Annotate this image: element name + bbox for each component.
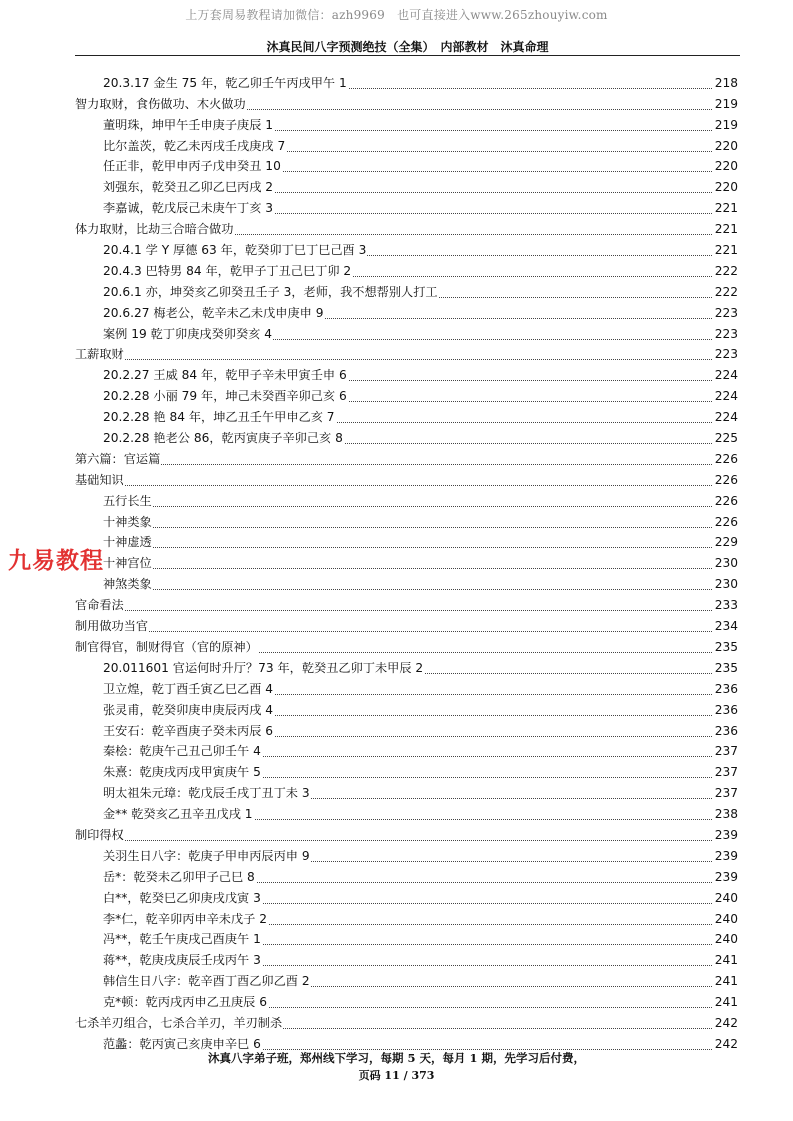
toc-subsection-entry[interactable] [0, 719, 793, 740]
footer-promo: 沐真八字弟子班，郑州线下学习，每期 5 天，每月 1 期，先学习后付费， [207, 1051, 585, 1065]
toc-entry-page-number: 226 [714, 451, 738, 466]
toc-dot-leader [75, 631, 738, 632]
top-watermark: 上万套周易教程请加微信：azh9969 也可直接进入www.265zhouyiw.com [185, 8, 608, 22]
toc-entry-title: 20.2.28 艳老公 86，乾丙寅庚子辛卯己亥 8 [103, 431, 343, 446]
toc-entry-title: 官命看法 [75, 598, 124, 613]
footer-page-number [0, 1067, 793, 1083]
toc-entry-page-number: 220 [714, 138, 738, 153]
toc-entry-title: 秦桧：乾庚午己丑己卯壬午 4 [103, 744, 261, 759]
toc-entry-title: 十神虚透 [103, 535, 152, 550]
toc-subsection-entry[interactable] [0, 113, 793, 134]
toc-entry-title: 七杀羊刃组合，七杀合羊刃，羊刃制杀 [75, 1015, 283, 1030]
toc-entry-title: 克*顿：乾丙戌丙申乙丑庚辰 6 [103, 995, 267, 1010]
toc-entry-title: 制官得官，制财得官（官的原神） [75, 639, 258, 654]
toc-entry-page-number: 236 [714, 702, 738, 717]
toc-subsection-entry[interactable] [0, 510, 793, 531]
toc-entry-page-number: 222 [714, 263, 738, 278]
toc-entry-title: 朱熹：乾庚戌丙戌甲寅庚午 5 [103, 765, 261, 780]
toc-subsection-entry[interactable] [0, 907, 793, 928]
toc-subsection-entry[interactable] [0, 948, 793, 969]
toc-entry-page-number: 242 [714, 1015, 738, 1030]
toc-entry-title: 十神宫位 [103, 556, 152, 571]
toc-subsection-entry[interactable] [0, 677, 793, 698]
toc-entry-title: 卫立煌，乾丁酉壬寅乙巳乙酉 4 [103, 681, 274, 696]
toc-entry-title: 基础知识 [75, 472, 124, 487]
watermark-stamp: 九易教程 [8, 548, 104, 574]
toc-entry-page-number: 230 [714, 577, 738, 592]
table-of-contents [0, 71, 793, 1053]
toc-dot-leader [75, 359, 738, 360]
toc-entry-title: 案例 19 乾丁卯庚戌癸卯癸亥 4 [103, 326, 272, 341]
toc-dot-leader [75, 840, 738, 841]
toc-entry-title: 20.2.28 艳 84 年，坤乙丑壬午甲申乙亥 7 [103, 410, 335, 425]
toc-entry-title: 范蠡：乾丙寅己亥庚申辛巳 6 [103, 1036, 261, 1051]
toc-entry-title: 20.4.3 巴特男 84 年，乾甲子丁丑己巳丁卯 2 [103, 263, 352, 278]
toc-subsection-entry[interactable] [0, 990, 793, 1011]
toc-entry-page-number: 224 [714, 410, 738, 425]
toc-entry-page-number: 223 [714, 326, 738, 341]
toc-dot-leader [103, 506, 738, 507]
toc-entry-page-number: 238 [714, 807, 738, 822]
toc-entry-title: 神煞类象 [103, 577, 152, 592]
toc-subsection-entry[interactable] [0, 259, 793, 280]
toc-entry-title: 制用做功当官 [75, 619, 149, 634]
toc-section-entry[interactable] [0, 823, 793, 844]
toc-subsection-entry[interactable] [0, 175, 793, 196]
toc-entry-title: 十神类象 [103, 514, 152, 529]
toc-entry-title: 蒋**，乾庚戌庚辰壬戌丙午 3 [103, 953, 261, 968]
toc-entry-page-number: 241 [714, 953, 738, 968]
toc-entry-page-number: 237 [714, 765, 738, 780]
toc-entry-title: 第六篇：官运篇 [75, 451, 161, 466]
toc-entry-page-number: 236 [714, 723, 738, 738]
toc-subsection-entry[interactable] [0, 802, 793, 823]
toc-entry-title: 张灵甫，乾癸卯庚申庚辰丙戌 4 [103, 702, 274, 717]
toc-entry-page-number: 240 [714, 890, 738, 905]
toc-section-entry[interactable] [0, 217, 793, 238]
toc-subsection-entry[interactable] [0, 196, 793, 217]
toc-subsection-entry[interactable] [0, 969, 793, 990]
toc-entry-title: 20.4.1 学 Y 厚德 63 年，乾癸卯丁巳丁巳己酉 3 [103, 243, 367, 258]
toc-entry-page-number: 226 [714, 493, 738, 508]
toc-section-entry[interactable] [0, 468, 793, 489]
toc-subsection-entry[interactable] [0, 71, 793, 92]
toc-entry-title: 李嘉诚，乾戊辰己未庚午丁亥 3 [103, 201, 274, 216]
toc-dot-leader [103, 568, 738, 569]
toc-entry-page-number: 223 [714, 305, 738, 320]
toc-entry-page-number: 240 [714, 932, 738, 947]
toc-section-entry[interactable] [0, 92, 793, 113]
toc-subsection-entry[interactable] [0, 531, 793, 552]
page-label: 页码 [358, 1069, 381, 1082]
toc-entry-page-number: 226 [714, 514, 738, 529]
header-divider [75, 55, 740, 56]
toc-subsection-entry[interactable] [0, 426, 793, 447]
toc-dot-leader [75, 485, 738, 486]
toc-section-entry[interactable] [0, 1011, 793, 1032]
toc-entry-page-number: 235 [714, 660, 738, 675]
toc-entry-page-number: 239 [714, 848, 738, 863]
toc-section-entry[interactable] [0, 343, 793, 364]
toc-entry-title: 韩信生日八字：乾辛酉丁酉乙卯乙酉 2 [103, 974, 310, 989]
toc-section-entry[interactable] [0, 614, 793, 635]
toc-entry-title: 明太祖朱元璋：乾戊辰壬戌丁丑丁未 3 [103, 786, 310, 801]
toc-entry-page-number: 226 [714, 472, 738, 487]
toc-entry-title: 工薪取财 [75, 347, 124, 362]
toc-entry-title: 五行长生 [103, 493, 152, 508]
toc-entry-title: 白**，乾癸巳乙卯庚戌戊寅 3 [103, 890, 261, 905]
toc-section-entry[interactable] [0, 635, 793, 656]
toc-subsection-entry[interactable] [0, 698, 793, 719]
toc-entry-title: 20.011601 官运何时升厅？73 年，乾癸丑乙卯丁未甲辰 2 [103, 660, 424, 675]
toc-entry-page-number: 218 [714, 75, 738, 90]
toc-entry-page-number: 221 [714, 201, 738, 216]
toc-subsection-entry[interactable] [0, 572, 793, 593]
toc-subsection-entry[interactable] [0, 155, 793, 176]
toc-entry-page-number: 241 [714, 995, 738, 1010]
toc-entry-page-number: 239 [714, 869, 738, 884]
toc-entry-title: 李*仁，乾辛卯丙申辛未戊子 2 [103, 911, 267, 926]
toc-entry-page-number: 230 [714, 556, 738, 571]
toc-entry-title: 董明珠，坤甲午壬申庚子庚辰 1 [103, 117, 274, 132]
toc-entry-page-number: 235 [714, 639, 738, 654]
toc-entry-title: 比尔盖茨，乾乙未丙戌壬戌庚戌 7 [103, 138, 286, 153]
page-header: 沐真民间八字预测绝技（全集） 内部教材 沐真命理 [266, 40, 549, 54]
toc-entry-title: 20.2.28 小丽 79 年，坤己未癸酉辛卯己亥 6 [103, 389, 347, 404]
toc-entry-page-number: 237 [714, 786, 738, 801]
toc-entry-title: 20.6.1 亦，坤癸亥乙卯癸丑壬子 3，老师，我不想帮别人打工 [103, 284, 438, 299]
toc-entry-page-number: 219 [714, 96, 738, 111]
toc-subsection-entry[interactable] [0, 134, 793, 155]
toc-subsection-entry[interactable] [0, 886, 793, 907]
toc-subsection-entry[interactable] [0, 928, 793, 949]
toc-entry-page-number: 240 [714, 911, 738, 926]
toc-dot-leader [75, 464, 738, 465]
page-total: 373 [411, 1069, 435, 1082]
toc-subsection-entry[interactable] [0, 238, 793, 259]
toc-subsection-entry[interactable] [0, 1032, 793, 1053]
toc-dot-leader [103, 547, 738, 548]
toc-entry-title: 体力取财，比劫三合暗合做功 [75, 222, 234, 237]
toc-subsection-entry[interactable] [0, 489, 793, 510]
toc-subsection-entry[interactable] [0, 405, 793, 426]
toc-entry-page-number: 224 [714, 368, 738, 383]
toc-subsection-entry[interactable] [0, 865, 793, 886]
toc-entry-page-number: 242 [714, 1036, 738, 1051]
toc-subsection-entry[interactable] [0, 280, 793, 301]
toc-subsection-entry[interactable] [0, 844, 793, 865]
toc-subsection-entry[interactable] [0, 301, 793, 322]
toc-entry-title: 关羽生日八字：乾庚子甲申丙辰丙申 9 [103, 848, 310, 863]
toc-entry-title: 制印得权 [75, 827, 124, 842]
toc-entry-page-number: 220 [714, 159, 738, 174]
toc-dot-leader [103, 527, 738, 528]
toc-dot-leader [103, 589, 738, 590]
toc-entry-title: 王安石：乾辛酉庚子癸未丙辰 6 [103, 723, 274, 738]
toc-entry-page-number: 222 [714, 284, 738, 299]
toc-entry-page-number: 234 [714, 619, 738, 634]
toc-entry-title: 智力取财，食伤做功、木火做功 [75, 96, 246, 111]
toc-subsection-entry[interactable] [0, 740, 793, 761]
toc-entry-title: 20.2.27 王威 84 年，乾甲子辛未甲寅壬申 6 [103, 368, 347, 383]
page-separator: / [403, 1069, 412, 1082]
toc-subsection-entry[interactable] [0, 760, 793, 781]
toc-section-entry[interactable] [0, 447, 793, 468]
toc-entry-page-number: 237 [714, 744, 738, 759]
toc-section-entry[interactable] [0, 593, 793, 614]
page-current: 11 [384, 1069, 400, 1082]
toc-entry-page-number: 233 [714, 598, 738, 613]
toc-subsection-entry[interactable] [0, 781, 793, 802]
toc-entry-title: 任正非，乾甲申丙子戊申癸丑 10 [103, 159, 281, 174]
toc-entry-title: 20.6.27 梅老公，乾辛未乙未戊申庚申 9 [103, 305, 324, 320]
toc-entry-page-number: 229 [714, 535, 738, 550]
toc-entry-page-number: 241 [714, 974, 738, 989]
toc-entry-page-number: 236 [714, 681, 738, 696]
toc-entry-page-number: 225 [714, 431, 738, 446]
toc-entry-page-number: 219 [714, 117, 738, 132]
toc-subsection-entry[interactable] [0, 656, 793, 677]
toc-entry-title: 冯**，乾壬午庚戌己酉庚午 1 [103, 932, 261, 947]
toc-subsection-entry[interactable] [0, 322, 793, 343]
toc-dot-leader [75, 610, 738, 611]
toc-entry-title: 岳*：乾癸未乙卯甲子己巳 8 [103, 869, 255, 884]
toc-entry-page-number: 223 [714, 347, 738, 362]
toc-subsection-entry[interactable] [0, 384, 793, 405]
toc-subsection-entry[interactable] [0, 363, 793, 384]
toc-entry-page-number: 239 [714, 827, 738, 842]
toc-entry-page-number: 224 [714, 389, 738, 404]
toc-entry-title: 金** 乾癸亥乙丑辛丑戊戌 1 [103, 807, 253, 822]
toc-entry-page-number: 221 [714, 243, 738, 258]
toc-entry-page-number: 221 [714, 222, 738, 237]
toc-entry-title: 20.3.17 金生 75 年，乾乙卯壬午丙戌甲午 1 [103, 75, 347, 90]
toc-subsection-entry[interactable] [0, 551, 793, 572]
toc-entry-page-number: 220 [714, 180, 738, 195]
toc-entry-title: 刘强东，乾癸丑乙卯乙巳丙戌 2 [103, 180, 274, 195]
